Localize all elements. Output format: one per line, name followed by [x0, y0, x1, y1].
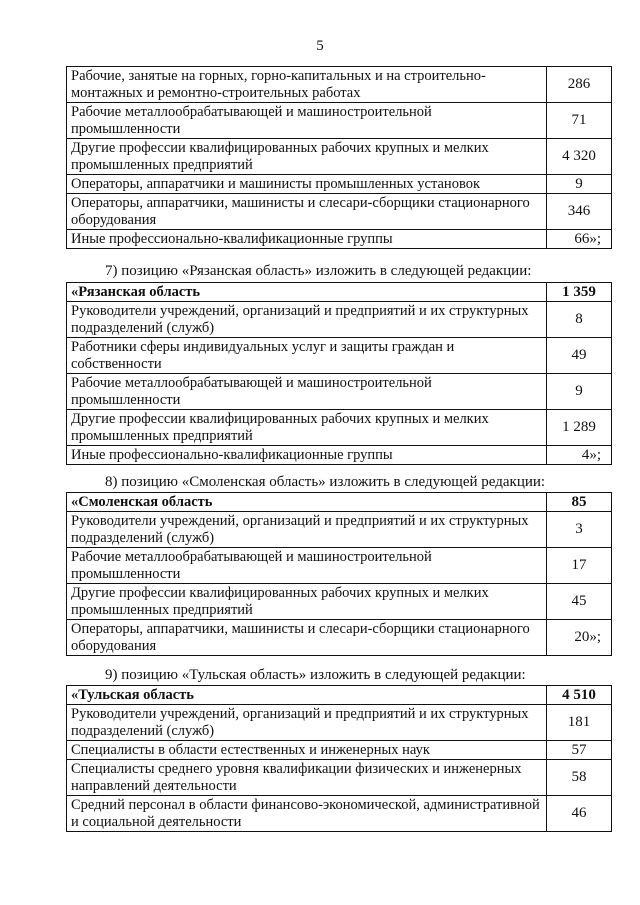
row-value: 45 — [547, 584, 612, 620]
row-value: 9 — [547, 175, 612, 194]
region-name: «Тульская область — [67, 686, 547, 705]
row-label: Специалисты в области естественных и инженерных наук — [67, 741, 547, 760]
table-row — [67, 230, 612, 249]
row-value: 58 — [547, 760, 612, 796]
row-label: Иные профессионально-квалификационные группы — [67, 230, 547, 249]
row-label: Специалисты среднего уровня квалификации физических и инженерных направлений деятельности — [67, 760, 547, 796]
row-value: 346 — [547, 194, 612, 230]
table-row — [67, 338, 612, 374]
table-header-row — [67, 283, 612, 302]
row-label: Операторы, аппаратчики и машинисты промышленных установок — [67, 175, 547, 194]
row-value: 66»; — [547, 230, 612, 249]
table-row — [67, 374, 612, 410]
table-row — [67, 760, 612, 796]
row-value: 4»; — [547, 446, 612, 465]
table-row — [67, 620, 612, 656]
row-value: 71 — [547, 103, 612, 139]
instruction-smolensk: 8) позицию «Смоленская область» изложить в следующей редакции: — [105, 474, 546, 490]
table-row — [67, 796, 612, 832]
row-value: 20»; — [547, 620, 612, 656]
row-label: Руководители учреждений, организаций и предприятий и их структурных подразделений (служб) — [67, 512, 547, 548]
row-value: 4 320 — [547, 139, 612, 175]
row-label: Другие профессии квалифицированных рабочих крупных и мелких промышленных предприятий — [67, 410, 547, 446]
row-value: 9 — [547, 374, 612, 410]
row-label: Руководители учреждений, организаций и предприятий и их структурных подразделений (служб) — [67, 705, 547, 741]
table-row — [67, 175, 612, 194]
row-value: 57 — [547, 741, 612, 760]
region-total: 4 510 — [547, 686, 612, 705]
row-value: 49 — [547, 338, 612, 374]
table-row — [67, 741, 612, 760]
table-row — [67, 512, 612, 548]
row-label: Рабочие, занятые на горных, горно-капитальных и на строительно-монтажных и ремонтно-строительных работах — [67, 67, 547, 103]
region-name: «Рязанская область — [67, 283, 547, 302]
table-row — [67, 139, 612, 175]
row-label: Рабочие металлообрабатывающей и машиностроительной промышленности — [67, 374, 547, 410]
row-label: Средний персонал в области финансово-экономической, административной и социальной деятельности — [67, 796, 547, 832]
row-label: Другие профессии квалифицированных рабочих крупных и мелких промышленных предприятий — [67, 139, 547, 175]
table-row — [67, 705, 612, 741]
table-row — [67, 548, 612, 584]
row-label: Операторы, аппаратчики, машинисты и слесари-сборщики стационарного оборудования — [67, 194, 547, 230]
row-value: 8 — [547, 302, 612, 338]
region-total: 85 — [547, 493, 612, 512]
table-row — [67, 302, 612, 338]
row-value: 1 289 — [547, 410, 612, 446]
row-value: 46 — [547, 796, 612, 832]
table-row — [67, 584, 612, 620]
row-label: Работники сферы индивидуальных услуг и защиты граждан и собственности — [67, 338, 547, 374]
table-row — [67, 103, 612, 139]
row-label: Рабочие металлообрабатывающей и машиностроительной промышленности — [67, 103, 547, 139]
row-label: Рабочие металлообрабатывающей и машиностроительной промышленности — [67, 548, 547, 584]
row-value: 181 — [547, 705, 612, 741]
region-total: 1 359 — [547, 283, 612, 302]
row-value: 3 — [547, 512, 612, 548]
row-label: Иные профессионально-квалификационные группы — [67, 446, 547, 465]
row-value: 17 — [547, 548, 612, 584]
ryazan-table — [66, 282, 612, 465]
smolensk-table — [66, 492, 612, 656]
row-label: Операторы, аппаратчики, машинисты и слесари-сборщики стационарного оборудования — [67, 620, 547, 656]
table-header-row — [67, 493, 612, 512]
row-label: Руководители учреждений, организаций и предприятий и их структурных подразделений (служб) — [67, 302, 547, 338]
instruction-tula: 9) позицию «Тульская область» изложить в следующей редакции: — [105, 667, 526, 683]
table-row — [67, 410, 612, 446]
row-value: 286 — [547, 67, 612, 103]
table-row — [67, 446, 612, 465]
page-number: 5 — [316, 38, 324, 54]
continued-table — [66, 66, 612, 249]
table-row — [67, 67, 612, 103]
table-header-row — [67, 686, 612, 705]
instruction-ryazan: 7) позицию «Рязанская область» изложить в следующей редакции: — [105, 263, 532, 279]
tula-table — [66, 685, 612, 832]
region-name: «Смоленская область — [67, 493, 547, 512]
table-row — [67, 194, 612, 230]
row-label: Другие профессии квалифицированных рабочих крупных и мелких промышленных предприятий — [67, 584, 547, 620]
